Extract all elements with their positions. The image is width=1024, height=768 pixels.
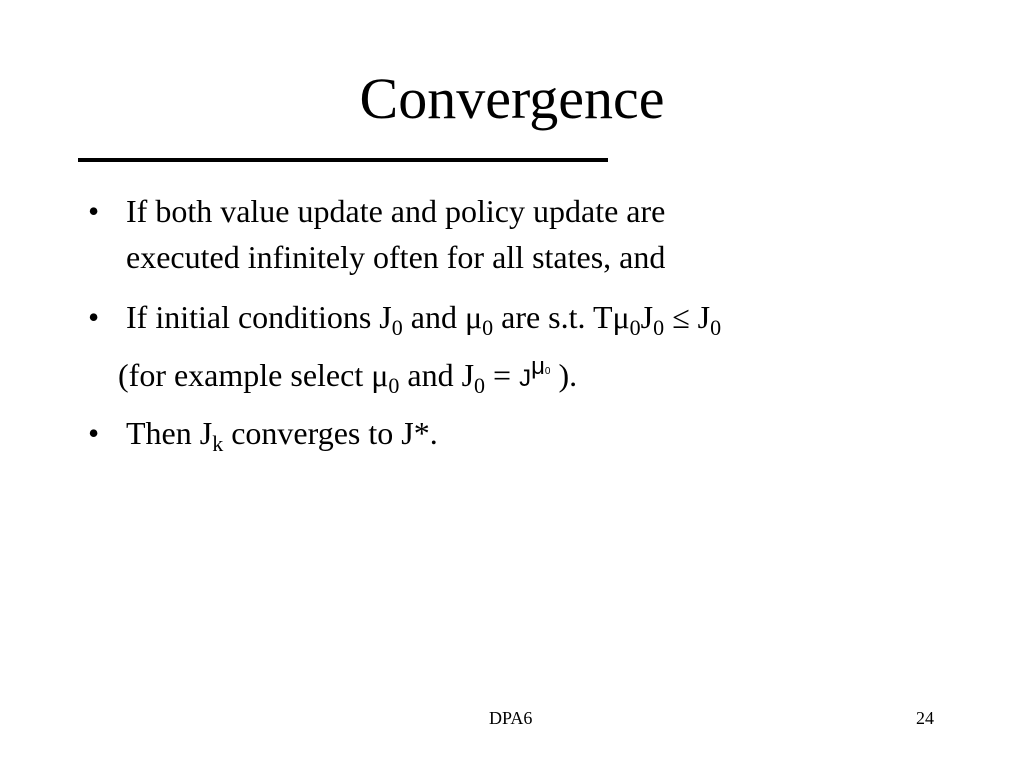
- example-part: =: [485, 357, 520, 393]
- bullet-2-text: [126, 294, 721, 340]
- subscript: k: [212, 431, 224, 456]
- bullet-1-line-1: If both value update and policy update are: [126, 193, 666, 229]
- title-underline: [78, 158, 608, 162]
- bullet-marker-2: •: [88, 299, 100, 335]
- bullet-2-part: are s.t. T: [493, 299, 613, 335]
- subscript: 0: [388, 373, 400, 398]
- footer-center-label: DPA6: [489, 708, 533, 728]
- subscript: 0: [710, 315, 722, 340]
- bullet-2-part: J: [640, 299, 654, 335]
- bullet-2-part: ≤ J: [664, 299, 711, 335]
- superscript-mu: [531, 353, 550, 380]
- mu-symbol: μ: [371, 357, 389, 393]
- example-part: and J: [399, 357, 475, 393]
- example-part: ).: [550, 357, 578, 393]
- superscript-mu-char: μ: [531, 353, 545, 380]
- subscript: 0: [653, 315, 665, 340]
- bullet-2-part: If initial conditions J: [126, 299, 392, 335]
- bullet-marker-3: •: [88, 415, 100, 451]
- subscript: 0: [474, 373, 486, 398]
- page-number: 24: [916, 708, 934, 728]
- bullet-2-part: and: [402, 299, 465, 335]
- bullet-3-part: Then J: [126, 415, 213, 451]
- subscript: 0: [391, 315, 403, 340]
- j-mu-symbol: J: [519, 365, 532, 392]
- subscript: 0: [629, 315, 641, 340]
- bullet-1-line-2: executed infinitely often for all states, and: [126, 239, 666, 275]
- bullet-marker-1: •: [88, 193, 100, 229]
- bullet-2-example: [118, 352, 577, 402]
- superscript-mu-sub: 0: [544, 366, 551, 377]
- mu-symbol: μ: [464, 299, 483, 335]
- slide-title: Convergence: [359, 66, 665, 131]
- mu-symbol: μ: [612, 299, 630, 335]
- bullet-3-text: [126, 410, 438, 456]
- subscript: 0: [482, 315, 494, 340]
- bullet-3-part: converges to J*.: [223, 415, 438, 451]
- example-part: (for example select: [118, 357, 372, 393]
